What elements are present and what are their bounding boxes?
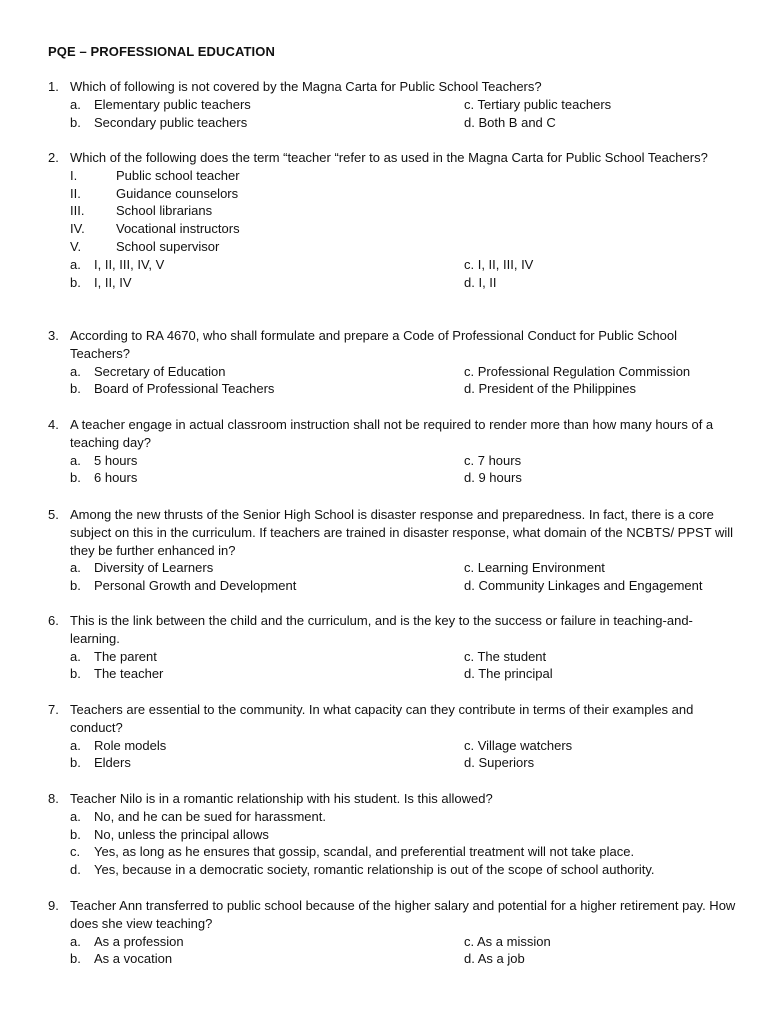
- question-number: 7.: [48, 702, 59, 717]
- question-text: Which of the following does the term “teacher “refer to as used in the Magna Carta for Public School Teachers?: [70, 150, 708, 165]
- question-number: 2.: [48, 150, 59, 165]
- question-number: 8.: [48, 791, 59, 806]
- question-5: [48, 506, 738, 595]
- option-b: b. Elders: [70, 755, 131, 771]
- question-1: [48, 78, 738, 131]
- option-c: c. 7 hours: [464, 452, 522, 468]
- roman-item: IV. Vocational instructors: [70, 221, 240, 237]
- option-c: c. Tertiary public teachers: [464, 96, 612, 112]
- option-b: b. Personal Growth and Development: [70, 578, 297, 594]
- question-4: [48, 416, 738, 487]
- option-c: c. As a mission: [464, 933, 551, 949]
- question-2: [48, 149, 738, 291]
- option-d: d. The principal: [464, 666, 553, 682]
- option-c: c. Village watchers: [464, 737, 573, 753]
- option-b: b. The teacher: [70, 666, 164, 682]
- question-number: 3.: [48, 328, 59, 343]
- question-text: This is the link between the child and the curriculum, and is the key to the success or failure in teaching-and-learning.: [70, 613, 693, 646]
- option-a: a. 5 hours: [70, 452, 138, 468]
- option-d: d. President of the Philippines: [464, 381, 636, 397]
- option-d: d. Both B and C: [464, 114, 556, 130]
- option-b: b. Secondary public teachers: [70, 114, 248, 130]
- option-a: a. Role models: [70, 737, 167, 753]
- page-title: PQE – PROFESSIONAL EDUCATION: [48, 44, 275, 59]
- option-c: c. Professional Regulation Commission: [464, 363, 691, 379]
- question-text: According to RA 4670, who shall formulate and prepare a Code of Professional Conduct for Public School Teachers?: [70, 328, 678, 361]
- option-d: d. Community Linkages and Engagement: [464, 578, 703, 594]
- option-a: a. Secretary of Education: [70, 363, 226, 379]
- roman-item: III. School librarians: [70, 203, 213, 219]
- question-8: [48, 790, 738, 879]
- option-b: b. I, II, IV: [70, 274, 132, 290]
- option-a: a. Elementary public teachers: [70, 96, 251, 112]
- option-d: d. 9 hours: [464, 470, 522, 486]
- question-number: 4.: [48, 417, 59, 432]
- option-b: b. Board of Professional Teachers: [70, 381, 275, 397]
- option-b: b. 6 hours: [70, 470, 138, 486]
- option-a: a. I, II, III, IV, V: [70, 256, 165, 272]
- question-number: 1.: [48, 79, 59, 94]
- option-c: c. I, II, III, IV: [464, 256, 534, 272]
- question-text: Which of following is not covered by the Magna Carta for Public School Teachers?: [70, 79, 542, 94]
- option-b: b. No, unless the principal allows: [70, 826, 269, 842]
- question-number: 5.: [48, 507, 59, 522]
- option-a: a. No, and he can be sued for harassment.: [70, 808, 326, 824]
- question-text: A teacher engage in actual classroom instruction shall not be required to render more than how many hours of a teaching day?: [70, 417, 714, 450]
- question-text: Teacher Ann transferred to public school because of the higher salary and potential for a higher retirement pay. How does she view teaching?: [70, 898, 736, 931]
- question-text: Teacher Nilo is in a romantic relationship with his student. Is this allowed?: [70, 791, 493, 806]
- question-9: [48, 897, 738, 968]
- roman-item: I. Public school teacher: [70, 167, 240, 183]
- question-number: 9.: [48, 898, 59, 913]
- option-c: c. Yes, as long as he ensures that gossip, scandal, and preferential treatment will not take place.: [70, 844, 635, 860]
- option-a: a. As a profession: [70, 933, 184, 949]
- option-a: a. The parent: [70, 648, 157, 664]
- option-d: d. As a job: [464, 951, 525, 967]
- question-number: 6.: [48, 613, 59, 628]
- question-7: [48, 701, 738, 772]
- option-a: a. Diversity of Learners: [70, 560, 214, 576]
- question-6: [48, 612, 738, 683]
- option-c: c. The student: [464, 648, 547, 664]
- roman-item: II. Guidance counselors: [70, 185, 239, 201]
- option-d: d. Superiors: [464, 755, 535, 771]
- roman-item: V. School supervisor: [70, 238, 220, 254]
- option-d: d. Yes, because in a democratic society, romantic relationship is out of the scope of school authority.: [70, 862, 655, 878]
- question-text: Teachers are essential to the community. In what capacity can they contribute in terms of their examples and conduct?: [70, 702, 694, 735]
- option-c: c. Learning Environment: [464, 560, 605, 576]
- question-3: [48, 327, 738, 398]
- option-b: b. As a vocation: [70, 951, 173, 967]
- option-d: d. I, II: [464, 274, 497, 290]
- question-text: Among the new thrusts of the Senior High School is disaster response and preparedness. In fact, there is a core subject on this in the curriculum. If teachers are trained in disaster response, what domain of the NCBTS/ PPST will they be further enhanced in?: [70, 507, 734, 558]
